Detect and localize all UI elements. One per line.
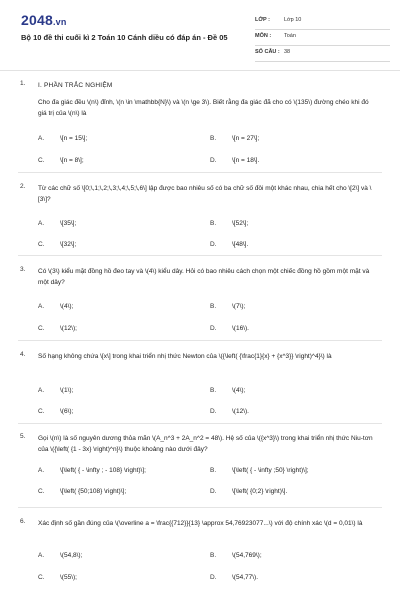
question-divider <box>18 507 382 508</box>
question-number: 1. <box>20 80 26 87</box>
meta-value: 38 <box>284 49 291 55</box>
document-title: Bộ 10 đề thi cuối kì 2 Toán 10 Cánh diều có đáp án - Đề 05 <box>21 33 228 42</box>
question-number: 4. <box>20 351 26 358</box>
site-logo[interactable] <box>21 12 67 28</box>
question-number: 5. <box>20 433 26 440</box>
option-b[interactable] <box>210 552 262 559</box>
option-label: A. <box>38 135 45 142</box>
option-text: \(55\); <box>60 574 77 581</box>
option-label: C. <box>38 574 45 581</box>
option-text: \(4\); <box>232 387 246 394</box>
option-text: \[52\]; <box>232 220 249 227</box>
option-label: A. <box>38 467 45 474</box>
question-text: Từ các chữ số \[0;\,1;\,2;\,3;\,4;\,5;\,6\] lập được bao nhiêu số có ba chữ số đôi một khác nhau, chia hết cho \[2\] và \[3\]? <box>38 185 372 203</box>
logo-text: 2048 <box>21 12 53 28</box>
option-label: C. <box>38 488 45 495</box>
option-d[interactable] <box>210 574 258 581</box>
option-b[interactable] <box>210 303 245 310</box>
option-text: \(16\). <box>232 325 249 332</box>
option-d[interactable] <box>210 241 248 248</box>
option-b[interactable] <box>210 220 248 227</box>
option-text: \[35\]; <box>60 220 77 227</box>
question-text: Gọi \(n\) là số nguyên dương thỏa mãn \(A_n^3 + 2A_n^2 = 48\). Hệ số của \({x^3}\) trong khai triển nhị thức Niu-tơn của \({\left( {1 - 3x} \right)^n}\) thuộc khoảng nào dưới đây? <box>38 435 373 453</box>
option-label: A. <box>38 220 45 227</box>
option-text: \(54,77\). <box>232 574 259 581</box>
option-c[interactable] <box>38 488 126 495</box>
option-label: B. <box>210 387 217 394</box>
option-label: C. <box>38 157 45 164</box>
option-label: A. <box>38 552 45 559</box>
question-divider <box>18 255 382 256</box>
option-text: \[n = 8\]; <box>60 157 84 164</box>
option-a[interactable] <box>38 387 73 394</box>
option-c[interactable] <box>38 241 76 248</box>
option-b[interactable] <box>210 387 245 394</box>
option-a[interactable] <box>38 303 73 310</box>
option-d[interactable] <box>210 325 249 332</box>
meta-key: SỐ CÂU : <box>255 49 280 55</box>
option-label: A. <box>38 387 45 394</box>
meta-row-class <box>255 14 390 30</box>
question-text: Xác định số gần đúng của \(\overline a = \frac{{712}}{13} \approx 54,76923077...\) với độ chính xác \(d = 0,01\) là <box>38 520 363 527</box>
option-text: \(6\); <box>60 408 74 415</box>
option-label: D. <box>210 408 217 415</box>
header-divider <box>0 70 400 71</box>
option-b[interactable] <box>210 135 259 142</box>
option-text: \[n = 27\]; <box>232 135 260 142</box>
option-label: D. <box>210 325 217 332</box>
question-text: Số hạng không chứa \[x\] trong khai triển nhị thức Newton của \({\left( {\frac{1}{x} + {x^3}} \right)^4}\) là <box>38 353 332 360</box>
option-text: \(7\); <box>232 303 246 310</box>
meta-row-subject <box>255 30 390 46</box>
option-label: D. <box>210 157 217 164</box>
option-label: B. <box>210 552 217 559</box>
option-label: A. <box>38 303 45 310</box>
option-label: B. <box>210 467 217 474</box>
option-text: \(54,8\); <box>60 552 83 559</box>
option-label: B. <box>210 303 217 310</box>
option-text: \[48\]. <box>232 241 249 248</box>
option-text: \[32\]; <box>60 241 77 248</box>
exam-meta <box>255 14 390 62</box>
option-a[interactable] <box>38 552 82 559</box>
option-label: C. <box>38 241 45 248</box>
question-divider <box>18 340 382 341</box>
question-number: 3. <box>20 266 26 273</box>
option-label: D. <box>210 488 217 495</box>
option-d[interactable] <box>210 488 287 495</box>
question-divider <box>18 172 382 173</box>
option-text: \[\left( { - \infty ;50} \right)\]; <box>232 467 309 474</box>
option-c[interactable] <box>38 325 77 332</box>
option-d[interactable] <box>210 157 259 164</box>
question-text: Có \(3\) kiểu mặt đồng hồ đeo tay và \(4\) kiểu dây. Hỏi có bao nhiêu cách chọn một chiếc đồng hồ gồm một mặt và một dây? <box>38 268 370 286</box>
section-title: I. PHẦN TRẮC NGHIỆM <box>38 82 113 89</box>
option-text: \[n = 15\]; <box>60 135 88 142</box>
option-text: \(4\); <box>60 303 74 310</box>
option-text: \[n = 18\]. <box>232 157 260 164</box>
question-text: Cho đa giác đều \(n\) đỉnh, \(n \in \mathbb{N}\) và \(n \ge 3\). Biết rằng đa giác đã cho có \(135\) đường chéo khi đó giá trị của \(n\) là <box>38 99 369 117</box>
option-d[interactable] <box>210 408 249 415</box>
option-text: \(12\). <box>232 408 249 415</box>
meta-key: MÔN : <box>255 33 272 39</box>
option-text: \[\left( {50;108} \right)\]; <box>60 488 127 495</box>
option-text: \(1\); <box>60 387 74 394</box>
option-text: \(12\); <box>60 325 77 332</box>
option-text: \[\left( {0;2} \right)\]. <box>232 488 288 495</box>
option-c[interactable] <box>38 574 77 581</box>
question-number: 2. <box>20 183 26 190</box>
option-text: \(54,769\); <box>232 552 262 559</box>
question-number: 6. <box>20 518 26 525</box>
option-a[interactable] <box>38 135 87 142</box>
option-label: B. <box>210 220 217 227</box>
option-label: B. <box>210 135 217 142</box>
option-text: \[\left( { - \infty ; - 108} \right)\]; <box>60 467 146 474</box>
meta-row-question-count <box>255 46 390 62</box>
option-label: C. <box>38 408 45 415</box>
option-c[interactable] <box>38 157 84 164</box>
meta-key: LỚP : <box>255 17 270 23</box>
logo-suffix: .vn <box>52 17 67 27</box>
meta-value: Lớp 10 <box>284 17 302 23</box>
option-b[interactable] <box>210 467 309 474</box>
option-c[interactable] <box>38 408 73 415</box>
option-label: D. <box>210 574 217 581</box>
option-label: C. <box>38 325 45 332</box>
page-header <box>0 0 400 64</box>
option-label: D. <box>210 241 217 248</box>
option-a[interactable] <box>38 220 76 227</box>
option-a[interactable] <box>38 467 146 474</box>
question-divider <box>18 423 382 424</box>
meta-value: Toán <box>284 33 296 39</box>
